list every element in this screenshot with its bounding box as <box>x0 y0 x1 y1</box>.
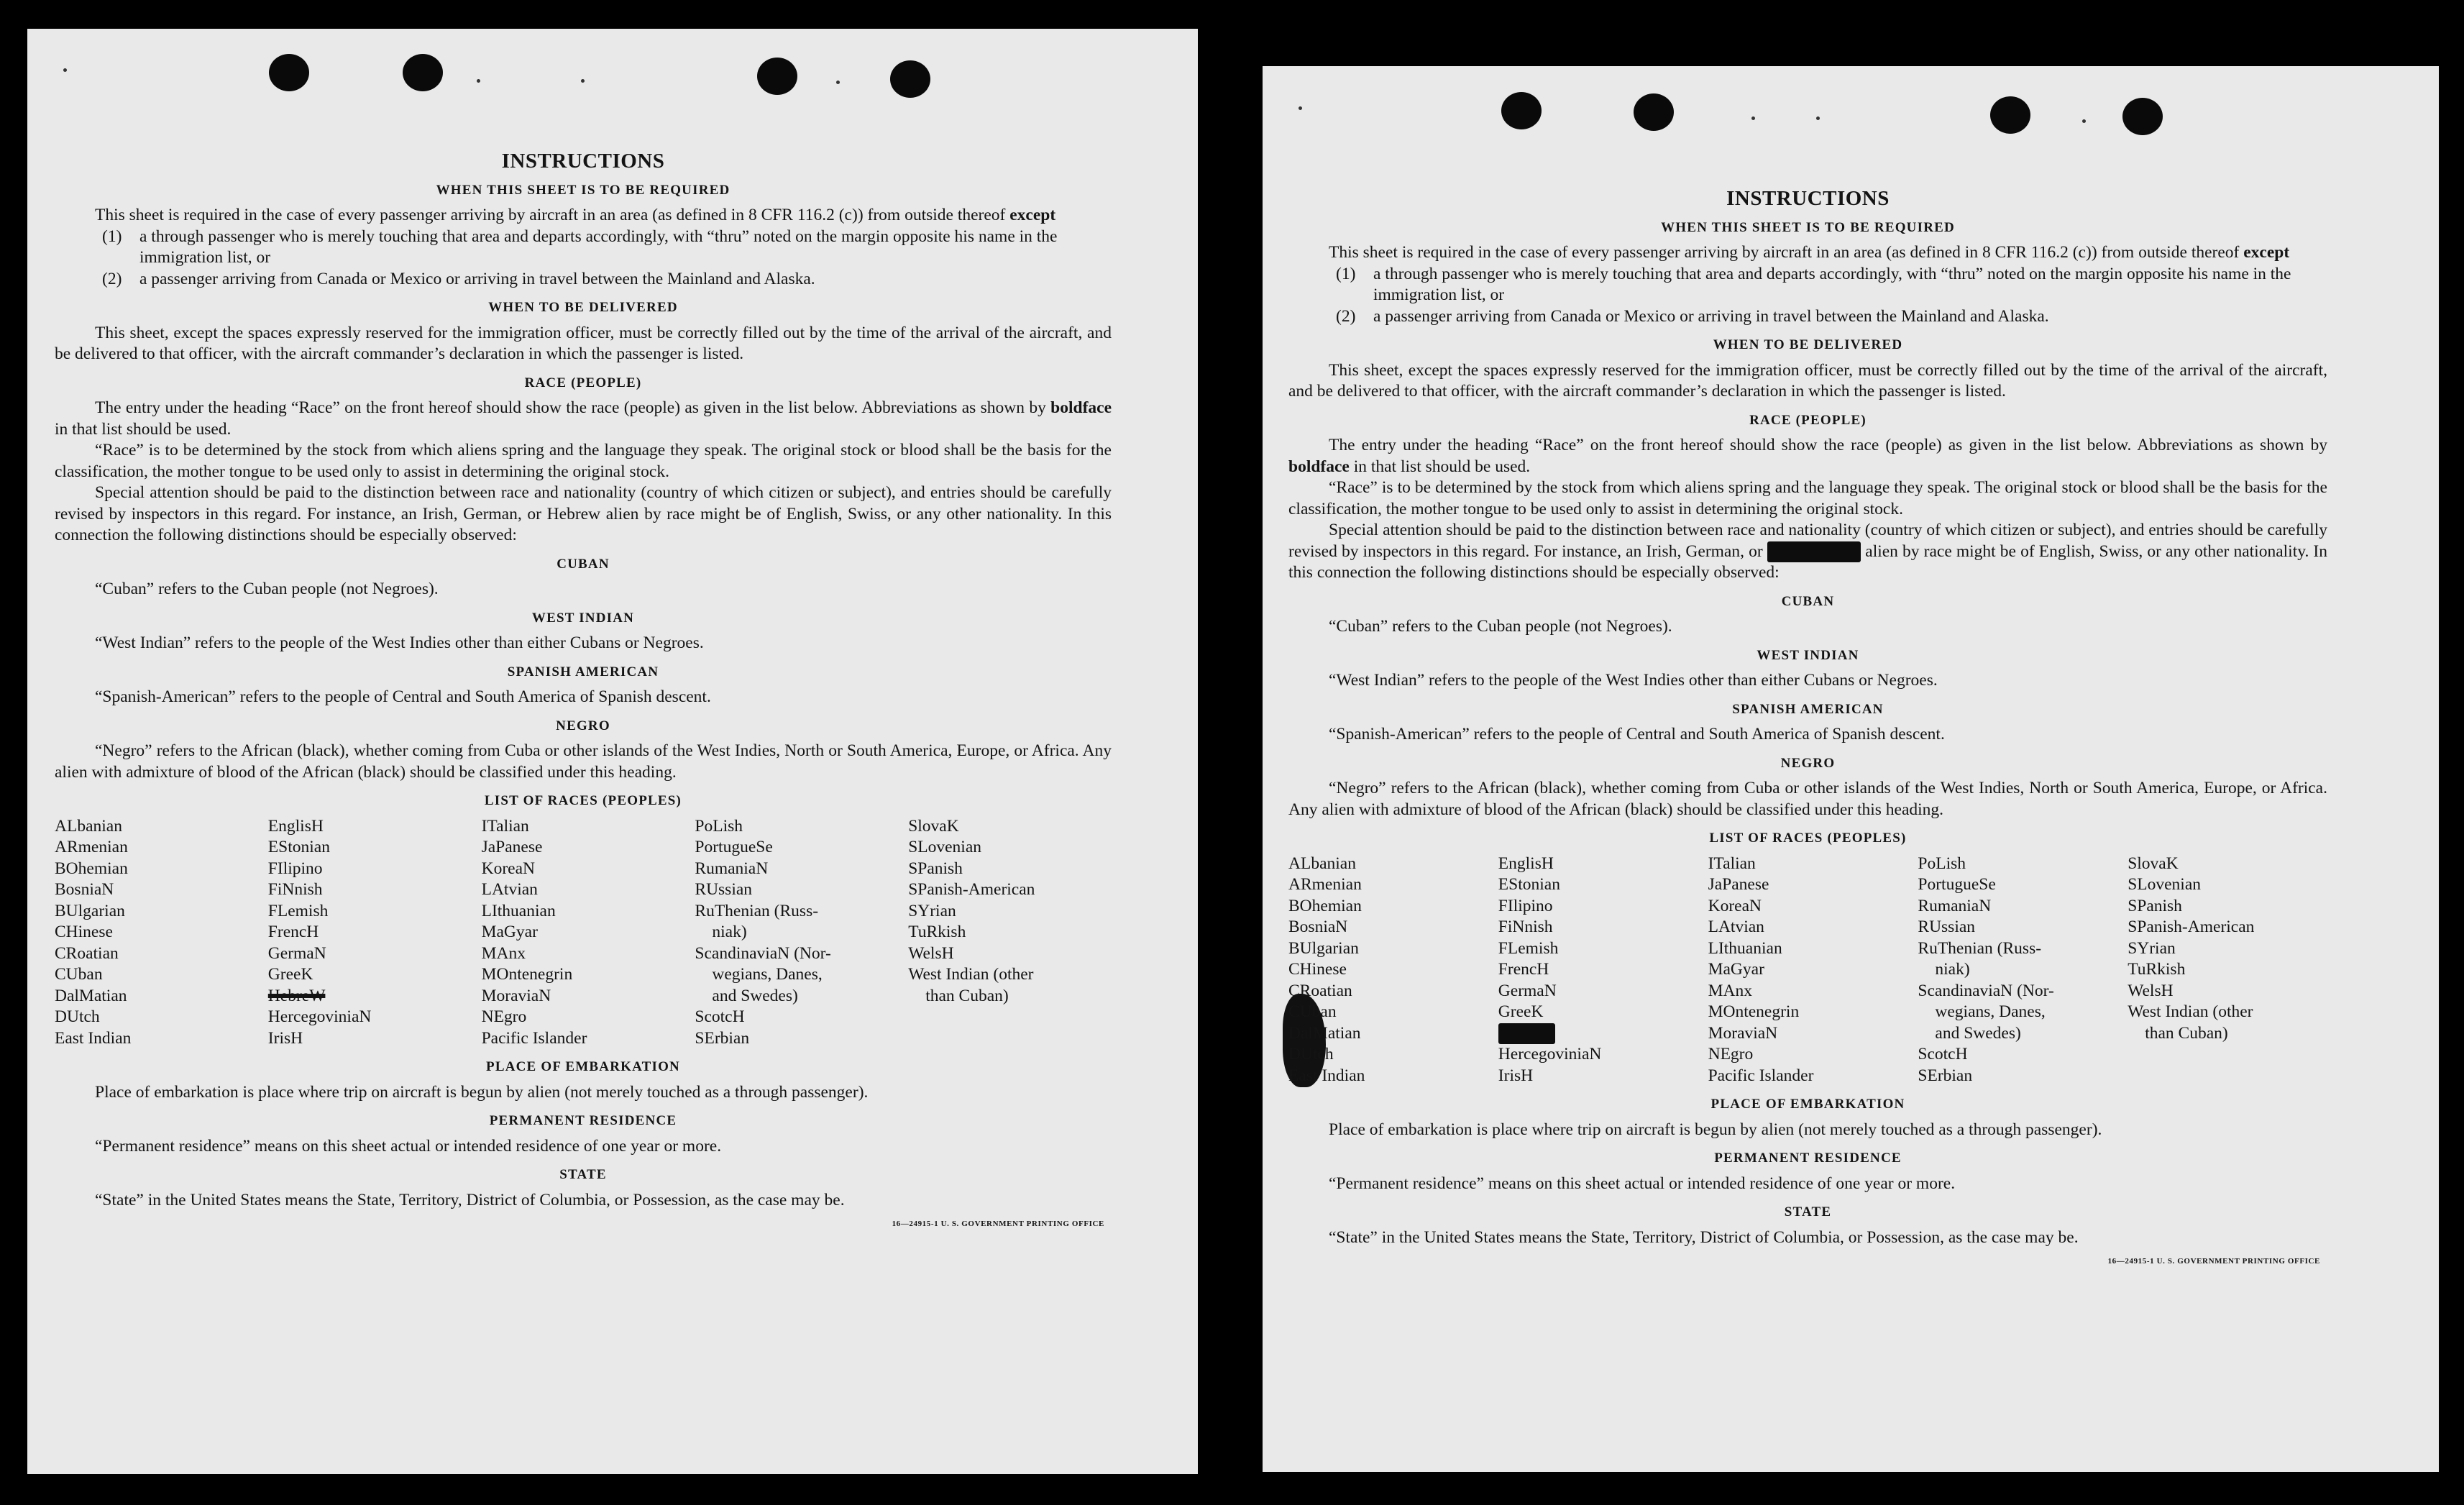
paragraph-embarkation: Place of embarkation is place where trip on aircraft is begun by alien (not merely touched as a through passenger). <box>1329 1120 2102 1139</box>
paper-speck <box>1816 116 1820 120</box>
race-column <box>55 816 258 1050</box>
race-entry: TuRkish <box>2128 960 2186 979</box>
race-entry: TuRkish <box>908 923 966 941</box>
race-entry: FiNnish <box>1498 918 1553 936</box>
race-entry: East Indian <box>1288 1066 1365 1085</box>
paper-speck <box>836 81 840 84</box>
punch-hole <box>1990 96 2030 134</box>
heading-race: RACE (PEOPLE) <box>1749 412 1867 428</box>
race-entry: PortugueSe <box>1918 875 1996 894</box>
race-entry: Pacific Islander <box>481 1028 587 1048</box>
paragraph-cuban: “Cuban” refers to the Cuban people (not Negroes). <box>1329 617 1672 636</box>
race-entry: ITalian <box>481 816 529 836</box>
race-entry: KoreaN <box>481 859 535 878</box>
heading-when-delivered: WHEN TO BE DELIVERED <box>1713 337 1903 352</box>
race-entry: ALbanian <box>1288 854 1356 873</box>
race-entry: ScotcH <box>1918 1045 1968 1063</box>
heading-state: STATE <box>1784 1204 1832 1220</box>
race-column <box>1498 854 1698 1087</box>
paragraph-spanish-american: “Spanish-American” refers to the people of Central and South America of Spanish descent. <box>1329 725 1945 744</box>
imprint-wrap <box>55 1211 1112 1235</box>
paragraph-required: This sheet is required in the case of every passenger arriving by aircraft in an area (as defined in 8 CFR 116.2 (c)) from outside thereof except <box>95 206 1056 224</box>
punch-hole <box>890 60 930 98</box>
race-entry: WelsH <box>908 943 954 963</box>
race-entry: RuThenian (Russ- <box>1918 938 2042 958</box>
paragraph-race-2: “Race” is to be determined by the stock from which aliens spring and the language they speak. The original stock or blood shall be the basis for the classification, the mother tongue to be used only to assist in determining the original stock. <box>55 441 1112 481</box>
race-entry: FIlipino <box>1498 896 1553 915</box>
footer-row <box>55 1190 1112 1212</box>
paper-speck <box>63 68 67 72</box>
race-entry: SLovenian <box>908 838 982 856</box>
paragraph-state: “State” in the United States means the State, Territory, District of Columbia, or Possession, as the case may be. <box>1329 1227 2079 1247</box>
race-entry: FLemish <box>267 901 329 920</box>
heading-list-of-races: LIST OF RACES (PEOPLES) <box>484 793 682 808</box>
race-entry: BUlgarian <box>1288 938 1359 958</box>
paper-speck <box>581 79 585 83</box>
race-entry: BUlgarian <box>55 901 125 920</box>
race-entry: WelsH <box>2128 981 2174 1000</box>
race-entry: EStonian <box>267 838 330 856</box>
race-entry: DalMatian <box>55 986 127 1005</box>
race-entry: FiNnish <box>267 880 323 899</box>
race-entry: CUban <box>1288 1002 1337 1021</box>
page-title: INSTRUCTIONS <box>501 150 665 173</box>
race-entry: GreeK <box>267 965 313 984</box>
race-entry: CRoatian <box>1288 981 1352 1000</box>
race-entry: IrisH <box>1498 1066 1534 1085</box>
race-entry: GermaN <box>267 943 326 963</box>
race-list <box>1288 854 2327 1087</box>
race-entry: ScotcH <box>695 1007 745 1026</box>
paragraph-west-indian: “West Indian” refers to the people of the West Indies other than either Cubans or Negroes. <box>1329 671 1938 690</box>
race-entry: RumaniaN <box>1918 896 1992 915</box>
paper-speck <box>477 79 480 83</box>
race-column <box>2128 854 2327 1087</box>
race-entry: RumaniaN <box>695 859 769 878</box>
race-entry: ITalian <box>1708 854 1756 873</box>
instruction-sheet-left <box>27 29 1198 1474</box>
paper-speck <box>2082 119 2086 123</box>
race-entry: SlovaK <box>2128 854 2179 873</box>
page-title: INSTRUCTIONS <box>1726 187 1890 210</box>
race-entry: JaPanese <box>1708 875 1769 894</box>
race-entry: CHinese <box>55 923 113 941</box>
race-list <box>55 816 1112 1050</box>
heading-when-delivered: WHEN TO BE DELIVERED <box>488 300 678 315</box>
race-entry: East Indian <box>55 1028 132 1048</box>
race-entry: RUssian <box>695 880 753 899</box>
race-entry: SYrian <box>908 901 956 920</box>
paragraph-race-2: “Race” is to be determined by the stock from which aliens spring and the language they speak. The original stock or blood shall be the basis for the classification, the mother tongue to be used only to assist in determining the original stock. <box>1288 478 2327 518</box>
heading-race: RACE (PEOPLE) <box>524 375 642 390</box>
race-entry: PortugueSe <box>695 838 773 856</box>
race-entry: BosniaN <box>55 880 114 899</box>
race-entry: ARmenian <box>1288 875 1362 894</box>
heading-when-required: WHEN THIS SHEET IS TO BE REQUIRED <box>436 182 731 198</box>
race-entry: SYrian <box>2128 938 2176 958</box>
race-entry: JaPanese <box>481 838 543 856</box>
paragraph-required: This sheet is required in the case of every passenger arriving by aircraft in an area (as defined in 8 CFR 116.2 (c)) from outside thereof except <box>1329 243 2290 262</box>
punch-hole <box>1501 92 1542 129</box>
race-entry: MoraviaN <box>1708 1023 1778 1043</box>
exception-item: (2) a passenger arriving from Canada or Mexico or arriving in travel between the Mainland and Alaska. <box>1336 306 2049 326</box>
race-entry: HercegoviniaN <box>267 1007 372 1026</box>
race-entry: PoLish <box>695 816 743 836</box>
heading-embarkation: PLACE OF EMBARKATION <box>1710 1097 1905 1112</box>
race-entry: FrencH <box>1498 960 1549 979</box>
race-entry: EStonian <box>1498 875 1560 894</box>
paragraph-permanent-residence: “Permanent residence” means on this sheet actual or intended residence of one year or more. <box>95 1136 722 1156</box>
race-entry: SPanish-American <box>908 880 1035 899</box>
race-entry: West Indian (other <box>2128 1002 2253 1021</box>
punch-hole <box>1634 93 1674 131</box>
paper-speck <box>1299 106 1302 110</box>
race-entry-redacted <box>1498 1023 1698 1045</box>
race-entry: RuThenian (Russ- <box>695 901 819 920</box>
paper-speck <box>1751 116 1755 120</box>
race-column <box>908 816 1112 1050</box>
race-entry: DUtch <box>1288 1045 1334 1063</box>
race-entry: SLovenian <box>2128 875 2202 894</box>
paragraph-permanent-residence: “Permanent residence” means on this sheet actual or intended residence of one year or more. <box>1329 1174 1956 1193</box>
race-entry: SPanish <box>2128 896 2182 915</box>
race-entry: BosniaN <box>1288 918 1348 936</box>
race-entry: SPanish <box>908 859 963 878</box>
heading-state: STATE <box>559 1167 607 1182</box>
race-entry: MAnx <box>481 943 526 963</box>
heading-spanish-american: SPANISH AMERICAN <box>507 664 659 680</box>
race-entry: FrencH <box>267 923 319 941</box>
race-entry: EnglisH <box>267 816 324 836</box>
race-entry: CHinese <box>1288 960 1347 979</box>
race-column <box>482 816 685 1050</box>
race-entry: ScandinaviaN (Nor- <box>1918 981 2054 1000</box>
printing-office-imprint: 16—24915-1 U. S. GOVERNMENT PRINTING OFFICE <box>2107 1257 2320 1266</box>
race-entry-struck: HebreW <box>267 986 326 1005</box>
race-entry: LIthuanian <box>1708 938 1782 958</box>
race-entry: DalMatian <box>1288 1023 1361 1043</box>
race-entry: DUtch <box>55 1007 100 1026</box>
race-entry-continued: and Swedes) <box>712 986 798 1005</box>
race-entry: ARmenian <box>55 838 128 856</box>
race-entry: HercegoviniaN <box>1498 1045 1602 1063</box>
race-column <box>1708 854 1908 1087</box>
paragraph-negro: “Negro” refers to the African (black), whether coming from Cuba or other islands of the West Indies, North or South America, Europe, or Africa. Any alien with admixture of blood of the African (black) should be classified under this heading. <box>55 741 1112 782</box>
heading-cuban: CUBAN <box>557 556 610 572</box>
race-entry-continued: wegians, Danes, <box>712 965 823 984</box>
race-entry: SlovaK <box>908 816 959 836</box>
exceptions-list <box>1336 264 2327 328</box>
race-entry: GermaN <box>1498 981 1557 1000</box>
paragraph-race-1: The entry under the heading “Race” on the front hereof should show the race (people) as given in the list below. Abbreviations as shown by boldface in that list should be used. <box>55 398 1112 439</box>
race-entry: SPanish-American <box>2128 918 2255 936</box>
race-entry: West Indian (other <box>908 965 1034 984</box>
race-entry: NEgro <box>1708 1045 1754 1063</box>
race-entry: SErbian <box>695 1028 750 1048</box>
race-entry: MoraviaN <box>481 986 551 1005</box>
race-entry: GreeK <box>1498 1002 1544 1021</box>
race-entry: RUssian <box>1918 918 1976 936</box>
paragraph-spanish-american: “Spanish-American” refers to the people of Central and South America of Spanish descent. <box>95 687 711 706</box>
heading-permanent-residence: PERMANENT RESIDENCE <box>1714 1151 1902 1166</box>
paragraph-delivered: This sheet, except the spaces expressly reserved for the immigration officer, must be correctly filled out by the time of the arrival of the aircraft, and be delivered to that officer, with the aircraft commander’s declaration in which the passenger is listed. <box>1288 360 2327 401</box>
paragraph-cuban: “Cuban” refers to the Cuban people (not Negroes). <box>95 580 439 598</box>
race-entry: LAtvian <box>481 880 538 899</box>
race-entry: MOntenegrin <box>481 965 573 984</box>
race-entry: BOhemian <box>1288 896 1362 915</box>
race-entry: SErbian <box>1918 1066 1973 1085</box>
race-entry: EnglisH <box>1498 854 1554 873</box>
punch-hole <box>757 58 797 95</box>
race-entry: ScandinaviaN (Nor- <box>695 943 831 963</box>
punch-hole <box>269 54 309 91</box>
race-entry: ALbanian <box>55 816 122 836</box>
race-entry-continued: wegians, Danes, <box>1935 1002 2046 1021</box>
race-entry-continued: niak) <box>1935 960 1970 979</box>
printing-office-imprint: 16—24915-1 U. S. GOVERNMENT PRINTING OFFICE <box>892 1220 1104 1228</box>
race-entry: MAnx <box>1708 981 1752 1000</box>
race-column <box>695 816 898 1050</box>
exceptions-list <box>102 227 1112 291</box>
heading-list-of-races: LIST OF RACES (PEOPLES) <box>1709 831 1907 846</box>
punch-hole <box>403 54 443 91</box>
race-entry-continued: niak) <box>712 923 747 941</box>
exception-item: (1) a through passenger who is merely touching that area and departs accordingly, with “thru” noted on the margin opposite his name in the immigration list, or <box>102 227 1058 267</box>
race-entry-continued: and Swedes) <box>1935 1023 2021 1043</box>
race-entry: FLemish <box>1498 938 1559 958</box>
race-entry-continued: than Cuban) <box>2145 1023 2228 1043</box>
exception-item: (2) a passenger arriving from Canada or Mexico or arriving in travel between the Mainland and Alaska. <box>102 269 815 288</box>
race-entry: MaGyar <box>481 923 538 941</box>
imprint-wrap <box>1288 1248 2327 1273</box>
heading-when-required: WHEN THIS SHEET IS TO BE REQUIRED <box>1661 219 1955 235</box>
instruction-sheet-right <box>1263 66 2439 1472</box>
heading-west-indian: WEST INDIAN <box>1757 647 1859 663</box>
race-entry: NEgro <box>481 1007 527 1026</box>
paragraph-race-3: Special attention should be paid to the distinction between race and nationality (country of which citizen or subject), and entries should be carefully revised by inspectors in this regard. For instance, an Irish, German, or alien by race might be of English, Swiss, or any other nationality. In this connection the following distinctions should be especially observed: <box>1288 521 2327 582</box>
race-entry: FIlipino <box>267 859 323 878</box>
race-entry: KoreaN <box>1708 896 1762 915</box>
paragraph-state: “State” in the United States means the State, Territory, District of Columbia, or Possession, as the case may be. <box>95 1190 845 1209</box>
race-entry: MaGyar <box>1708 960 1764 979</box>
race-entry: MOntenegrin <box>1708 1002 1800 1021</box>
race-column <box>1918 854 2117 1087</box>
paragraph-delivered: This sheet, except the spaces expressly reserved for the immigration officer, must be correctly filled out by the time of the arrival of the aircraft, and be delivered to that officer, with the aircraft commander’s declaration in which the passenger is listed. <box>55 323 1112 363</box>
race-entry: Pacific Islander <box>1708 1066 1814 1085</box>
heading-negro: NEGRO <box>1780 755 1836 771</box>
heading-spanish-american: SPANISH AMERICAN <box>1732 701 1884 717</box>
heading-cuban: CUBAN <box>1781 593 1835 609</box>
heading-embarkation: PLACE OF EMBARKATION <box>486 1059 680 1074</box>
race-entry: LIthuanian <box>481 901 556 920</box>
exception-item: (1) a through passenger who is merely touching that area and departs accordingly, with “thru” noted on the margin opposite his name in the immigration list, or <box>1336 264 2291 304</box>
race-entry: PoLish <box>1918 854 1966 873</box>
race-entry: CRoatian <box>55 943 119 963</box>
paragraph-race-3: Special attention should be paid to the distinction between race and nationality (country of which citizen or subject), and entries should be carefully revised by inspectors in this regard. For instance, an Irish, German, or Hebrew alien by race might be of English, Swiss, or any other nationality. In this connection the following distinctions should be especially observed: <box>55 483 1112 544</box>
race-entry: BOhemian <box>55 859 128 878</box>
heading-west-indian: WEST INDIAN <box>531 610 635 626</box>
paragraph-embarkation: Place of embarkation is place where trip on aircraft is begun by alien (not merely touched as a through passenger). <box>95 1082 869 1102</box>
heading-permanent-residence: PERMANENT RESIDENCE <box>489 1113 677 1128</box>
heading-negro: NEGRO <box>556 718 610 733</box>
race-entry: IrisH <box>267 1028 303 1048</box>
redacted-word <box>1767 541 1861 563</box>
race-entry-continued: than Cuban) <box>925 986 1009 1005</box>
paragraph-negro: “Negro” refers to the African (black), whether coming from Cuba or other islands of the West Indies, North or South America, Europe, or Africa. Any alien with admixture of blood of the African (black) should be classified under this heading. <box>1288 779 2327 819</box>
instructions-document <box>55 151 1112 1235</box>
punch-hole <box>2122 98 2163 135</box>
race-column <box>268 816 472 1050</box>
race-entry: LAtvian <box>1708 918 1764 936</box>
paragraph-race-1: The entry under the heading “Race” on the front hereof should show the race (people) as given in the list below. Abbreviations as shown by boldface in that list should be used. <box>1288 436 2327 476</box>
paragraph-west-indian: “West Indian” refers to the people of the West Indies other than either Cubans or Negroes. <box>95 633 704 652</box>
instructions-document <box>1288 188 2327 1273</box>
race-entry: CUban <box>55 965 103 984</box>
race-column <box>1288 854 1488 1087</box>
